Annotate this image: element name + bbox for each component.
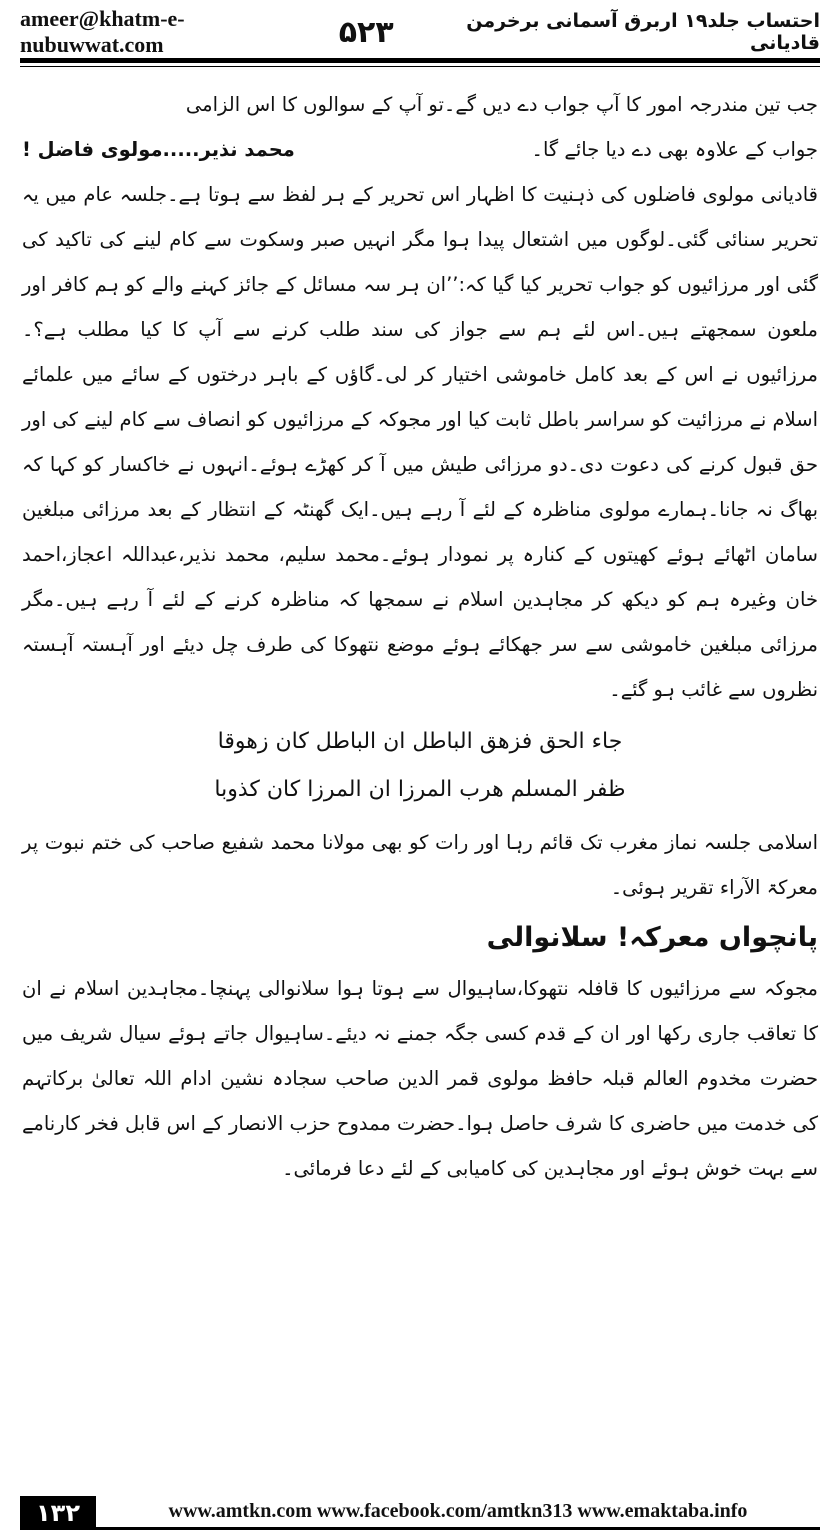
footer-page-number: ۱۳۲: [20, 1496, 96, 1530]
header-rule-thick: [20, 58, 820, 63]
paragraph-1-end: جواب کے علاوہ بھی دے دیا جائے گا۔: [531, 138, 818, 161]
signature: محمد نذیر.....مولوی فاضل !: [22, 138, 295, 161]
page-body: [22, 82, 818, 1191]
header-page-number: ۵۲۳: [338, 14, 394, 50]
paragraph-4: مجوکہ سے مرزائیوں کا قافلہ نتھوکا،ساہیوال سے ہوتا ہوا سلانوالی پہنچا۔مجاہدین اسلام نے ان کا تعاقب جاری رکھا اور ان کے قدم کسی جگہ جمنے نہ دیئے۔ساہیوال جاتے ہوئے سیال شریف میں حضرت مخدوم العالم قبلہ حافظ مولوی قمر الدین صاحب سجادہ نشین ادام اللہ تعالیٰ برکاتہم کی خدمت میں حاضری کا شرف حاصل ہوا۔حضرت ممدوح حزب الانصار کے اس قابل فخر کارنامے سے بہت خوش ہوئے اور مجاہدین کی کامیابی کے لئے دعا فرمائی۔: [22, 977, 818, 1180]
paragraph-1: جب تین مندرجہ امور کا آپ جواب دے دیں گے۔تو آپ کے سوالوں کا اس الزامی: [185, 93, 818, 116]
footer-rule: [96, 1527, 820, 1530]
header-title: احتساب جلد۱۹ اربرق آسمانی برخرمن قادیانی: [466, 10, 820, 54]
header-left: [20, 6, 394, 58]
paragraph-3: اسلامی جلسہ نماز مغرب تک قائم رہا اور رات کو بھی مولانا محمد شفیع صاحب کی ختم نبوت پر معرکۃ الآراء تقریر ہوئی۔: [22, 831, 818, 899]
header-email: ameer@khatm-e-nubuwwat.com: [20, 6, 185, 57]
paragraph-2: قادیانی مولوی فاضلوں کی ذہنیت کا اظہار اس تحریر کے ہر لفظ سے ہوتا ہے۔جلسہ عام میں یہ تحریر سنائی گئی۔لوگوں میں اشتعال پیدا ہوا مگر انہیں صبر وسکوت سے کام لینے کی تاکید کی گئی اور مرزائیوں کو جواب تحریر کیا گیا کہ:’’ان ہر سہ مسائل کے جائز کہنے والے کو ہم کافر اور ملعون سمجھتے ہیں۔اس لئے ہم سے جواز کی سند طلب کرنے سے آپ کا کیا مطلب ہے؟۔ مرزائیوں نے اس کے بعد کامل خاموشی اختیار کر لی۔گاؤں کے باہر درختوں کے سائے میں علمائے اسلام نے مرزائیت کو سراسر باطل ثابت کیا اور مجوکہ کے مرزائیوں کو انصاف سے کام لینے کی اور حق قبول کرنے کی دعوت دی۔دو مرزائی طیش میں آ کر کھڑے ہوئے۔انہوں نے خاکسار کو کہا کہ بھاگ نہ جانا۔ہمارے مولوی مناظرہ کے لئے آ رہے ہیں۔ایک گھنٹہ کے انتظار کے بعد مرزائی مبلغین سامان اٹھائے ہوئے کھیتوں کے کنارہ پر نمودار ہوئے۔محمد سلیم، محمد نذیر،عبداللہ اعجاز،احمد خان وغیرہ ہم کو دیکھ کر مجاہدین اسلام نے سمجھا کہ مناظرہ کرنے کے لئے آ رہے ہیں۔مگر مرزائی مبلغین خاموشی سے سر جھکائے ہوئے موضع نتھوکا کی طرف چل دیئے اور آہستہ آہستہ نظروں سے غائب ہو گئے۔: [22, 183, 818, 701]
footer-right: [96, 1496, 820, 1530]
footer-urls: www.amtkn.com www.facebook.com/amtkn313 www.emaktaba.info: [168, 1500, 748, 1522]
section-heading: پانچواں معرکہ! سلانوالی: [486, 922, 818, 953]
page-footer: [20, 1496, 820, 1530]
page-header: [20, 6, 820, 57]
header-rule-thin: [20, 66, 820, 67]
signature-line: [22, 127, 818, 172]
verses: [22, 718, 818, 814]
verse-1: جاء الحق فزهق الباطل ان الباطل كان زهوقا: [217, 729, 623, 754]
verse-2: ظفر المسلم هرب المرزا ان المرزا كان كذوبا: [214, 777, 626, 802]
